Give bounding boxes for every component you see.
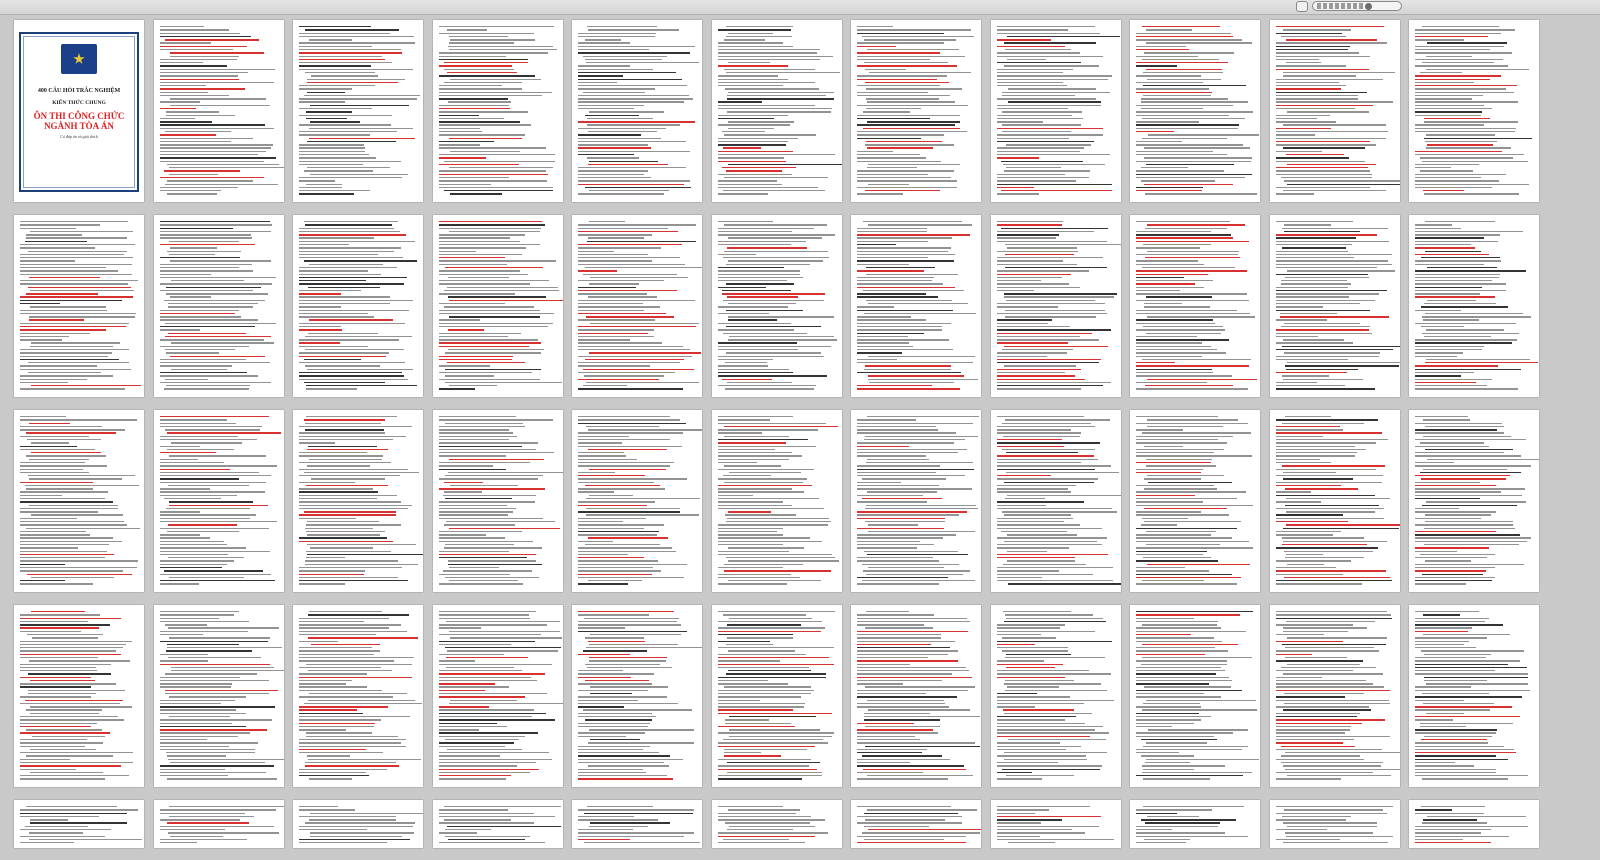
page-thumbnail[interactable] <box>1270 605 1400 787</box>
page-thumbnail[interactable] <box>293 20 423 202</box>
page-text-lines <box>1136 416 1254 586</box>
page-thumbnail[interactable] <box>1270 800 1400 848</box>
page-thumbnail[interactable] <box>1130 410 1260 592</box>
page-text-lines <box>718 806 836 842</box>
thumbnail-view-icon[interactable] <box>1296 1 1308 12</box>
page-thumbnail[interactable] <box>851 410 981 592</box>
page-thumbnail[interactable] <box>1409 605 1539 787</box>
page-text-lines <box>160 611 278 781</box>
page-text-lines <box>1415 611 1533 781</box>
page-thumbnail[interactable] <box>1409 20 1539 202</box>
page-thumbnail[interactable] <box>154 800 284 848</box>
page-thumbnail[interactable] <box>991 20 1121 202</box>
page-text-lines <box>439 806 557 842</box>
page-thumbnail[interactable] <box>1130 605 1260 787</box>
page-text-lines <box>20 611 138 781</box>
page-text-lines <box>718 416 836 586</box>
page-thumbnail[interactable] <box>1130 215 1260 397</box>
cover-subject: KIẾN THỨC CHUNG <box>52 100 106 106</box>
page-text-lines <box>20 806 138 842</box>
page-thumbnail[interactable] <box>433 215 563 397</box>
page-thumbnail[interactable] <box>293 215 423 397</box>
page-thumbnail[interactable] <box>154 410 284 592</box>
page-text-lines <box>439 611 557 781</box>
zoom-slider[interactable] <box>1312 1 1402 11</box>
page-thumbnail[interactable] <box>154 20 284 202</box>
page-thumbnail[interactable] <box>293 410 423 592</box>
page-thumbnail[interactable] <box>712 410 842 592</box>
cover-subtitle: Có đáp án và giải thích <box>60 134 98 139</box>
page-thumbnail[interactable] <box>1409 410 1539 592</box>
cover-page-thumbnail[interactable] <box>14 20 144 202</box>
zoom-slider-knob-icon <box>1365 3 1372 10</box>
page-text-lines <box>299 611 417 781</box>
page-text-lines <box>299 416 417 586</box>
page-text-lines <box>718 221 836 391</box>
page-text-lines <box>1415 221 1533 391</box>
page-thumbnail[interactable] <box>572 800 702 848</box>
page-text-lines <box>997 611 1115 781</box>
page-text-lines <box>1276 221 1394 391</box>
page-text-lines <box>1415 416 1533 586</box>
page-thumbnail[interactable] <box>1270 215 1400 397</box>
page-text-lines <box>578 611 696 781</box>
page-text-lines <box>439 416 557 586</box>
page-thumbnail[interactable] <box>572 20 702 202</box>
page-thumbnail[interactable] <box>433 20 563 202</box>
page-text-lines <box>857 806 975 842</box>
page-text-lines <box>299 806 417 842</box>
page-thumbnail[interactable] <box>712 605 842 787</box>
page-thumbnail-grid <box>14 20 1539 848</box>
page-text-lines <box>20 416 138 586</box>
page-thumbnail[interactable] <box>991 215 1121 397</box>
page-thumbnail[interactable] <box>154 605 284 787</box>
page-text-lines <box>997 26 1115 196</box>
page-text-lines <box>578 806 696 842</box>
page-text-lines <box>578 26 696 196</box>
page-thumbnail[interactable] <box>991 410 1121 592</box>
page-thumbnail[interactable] <box>433 800 563 848</box>
page-thumbnail[interactable] <box>14 215 144 397</box>
cover-frame <box>19 32 139 192</box>
page-text-lines <box>857 26 975 196</box>
page-thumbnail[interactable] <box>572 605 702 787</box>
page-thumbnail[interactable] <box>14 605 144 787</box>
page-thumbnail[interactable] <box>154 215 284 397</box>
page-text-lines <box>160 221 278 391</box>
page-text-lines <box>160 806 278 842</box>
emblem-icon <box>61 44 97 74</box>
page-text-lines <box>857 221 975 391</box>
page-thumbnail[interactable] <box>991 605 1121 787</box>
page-text-lines <box>997 416 1115 586</box>
page-thumbnail[interactable] <box>1409 800 1539 848</box>
cover-heading <box>34 111 125 131</box>
page-thumbnail[interactable] <box>433 410 563 592</box>
page-thumbnail[interactable] <box>1270 410 1400 592</box>
page-text-lines <box>299 26 417 196</box>
page-text-lines <box>20 221 138 391</box>
page-text-lines <box>857 416 975 586</box>
page-thumbnail[interactable] <box>712 800 842 848</box>
page-thumbnail[interactable] <box>1130 800 1260 848</box>
page-text-lines <box>1136 221 1254 391</box>
page-thumbnail[interactable] <box>851 605 981 787</box>
page-text-lines <box>1276 26 1394 196</box>
page-thumbnail[interactable] <box>572 215 702 397</box>
page-text-lines <box>1415 806 1533 842</box>
page-text-lines <box>439 26 557 196</box>
page-text-lines <box>439 221 557 391</box>
page-text-lines <box>1136 611 1254 781</box>
page-text-lines <box>578 221 696 391</box>
page-text-lines <box>857 611 975 781</box>
page-text-lines <box>718 611 836 781</box>
page-thumbnail[interactable] <box>293 800 423 848</box>
page-text-lines <box>1276 611 1394 781</box>
viewer-toolbar <box>0 0 1600 15</box>
cover-heading-line1: ÔN THI CÔNG CHỨC <box>33 111 125 121</box>
page-text-lines <box>1136 806 1254 842</box>
page-thumbnail[interactable] <box>991 800 1121 848</box>
page-thumbnail[interactable] <box>851 800 981 848</box>
page-text-lines <box>1415 26 1533 196</box>
cover-title: 400 CÂU HỎI TRẮC NGHIỆM <box>37 88 121 94</box>
page-thumbnail[interactable] <box>712 20 842 202</box>
page-thumbnail[interactable] <box>14 410 144 592</box>
page-thumbnail[interactable] <box>1409 215 1539 397</box>
page-text-lines <box>718 26 836 196</box>
page-text-lines <box>160 416 278 586</box>
page-text-lines <box>1276 416 1394 586</box>
page-text-lines <box>997 221 1115 391</box>
page-thumbnail[interactable] <box>293 605 423 787</box>
page-thumbnail[interactable] <box>14 800 144 848</box>
page-thumbnail[interactable] <box>1130 20 1260 202</box>
page-text-lines <box>1136 26 1254 196</box>
page-text-lines <box>299 221 417 391</box>
page-thumbnail[interactable] <box>851 20 981 202</box>
page-thumbnail[interactable] <box>851 215 981 397</box>
page-thumbnail[interactable] <box>572 410 702 592</box>
page-text-lines <box>160 26 278 196</box>
page-text-lines <box>1276 806 1394 842</box>
page-thumbnail[interactable] <box>1270 20 1400 202</box>
cover-heading-line2: NGÀNH TÒA ÁN <box>44 121 114 131</box>
page-thumbnail[interactable] <box>712 215 842 397</box>
page-text-lines <box>997 806 1115 842</box>
page-text-lines <box>578 416 696 586</box>
page-thumbnail[interactable] <box>433 605 563 787</box>
